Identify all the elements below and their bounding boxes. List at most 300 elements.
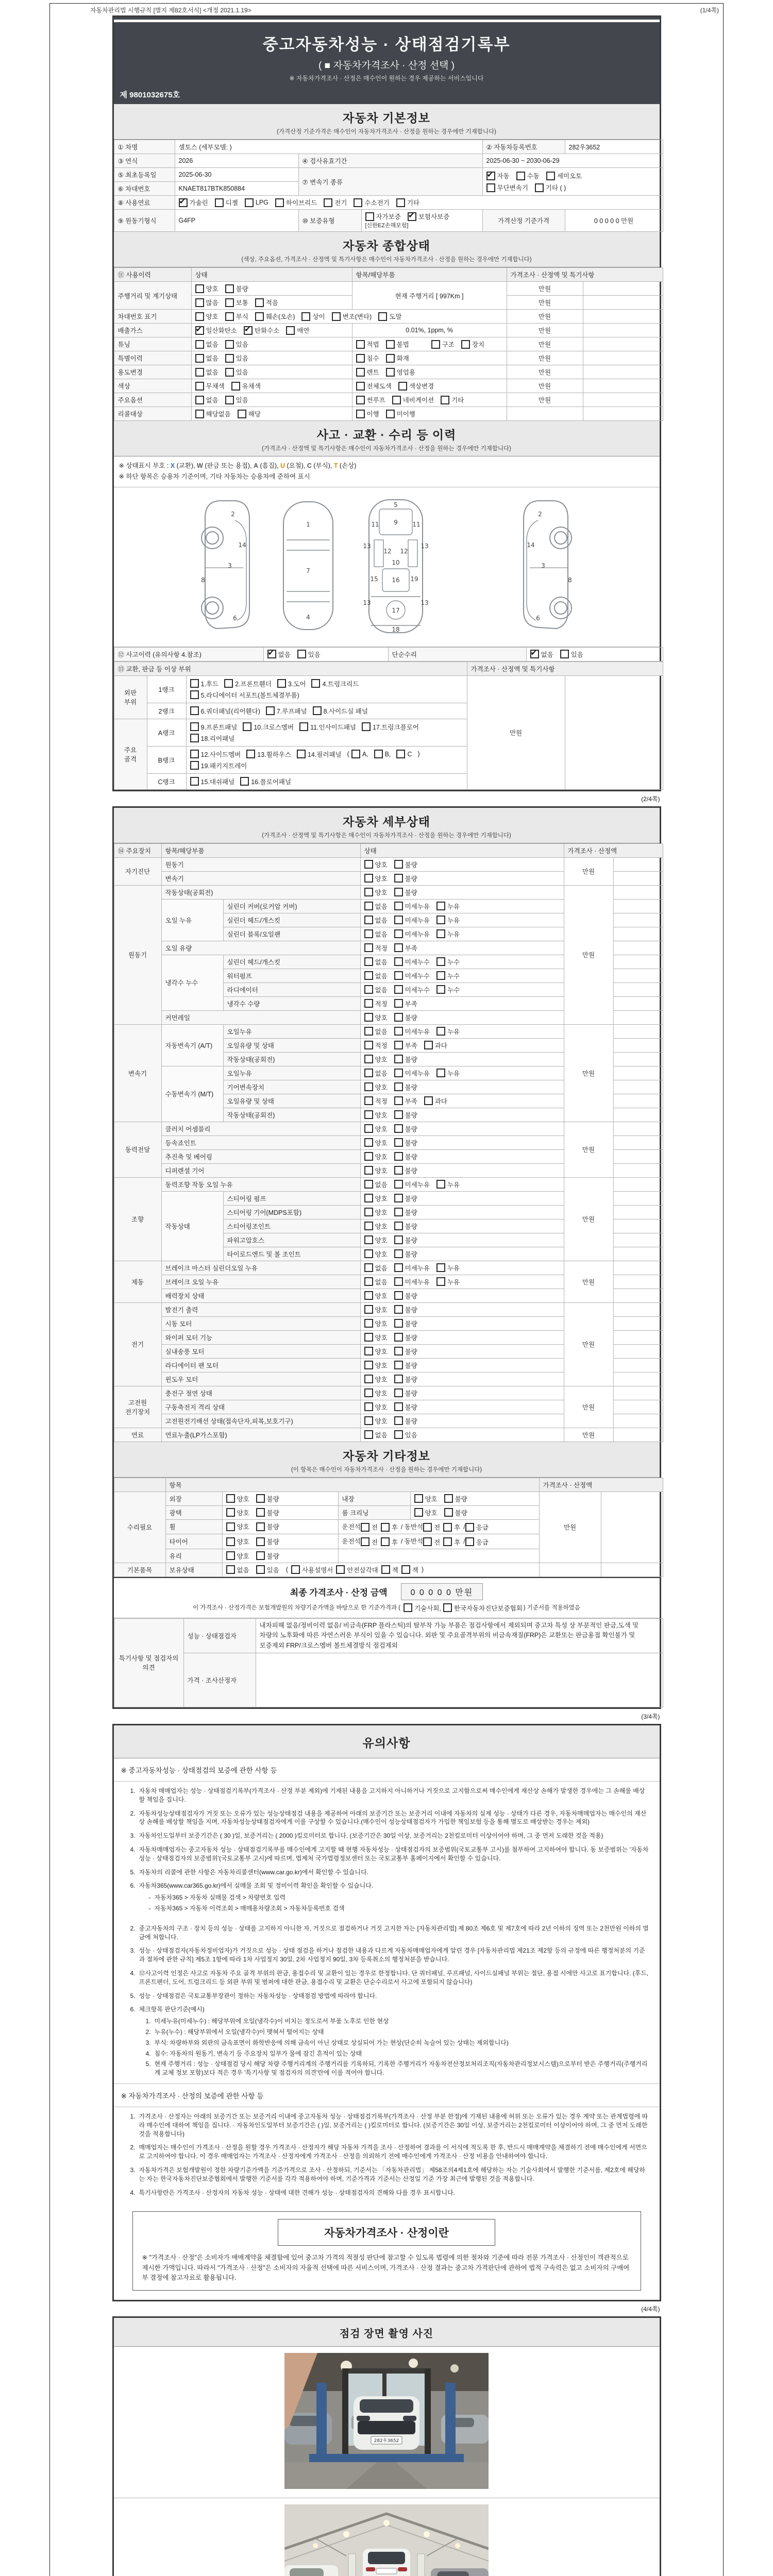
checkbox-9.프론트패널[interactable]: 9.프론트패널 bbox=[190, 722, 238, 732]
checkbox-양호[interactable]: 양호 bbox=[364, 1305, 388, 1314]
overall-table: ⑪ 사용이력 상태 항목/해당부품 가격조사 · 산정액 및 특기사항 주행거리 및 계기상태 양호 불량 현재 주행거리 [ 997Km ] 만원 많음 보통 적음 만원 차대번호 표기 양호 부식 훼손(오손) 상이 변조(변타) 도말 만원 배출가스 ✔ 일산화탄소 ✔ 탄화수소 매연 0.01%, 1ppm, % 만원 튜닝 없음 있음 적법 불법 구조 장치 만원 특별이력 없음 있음 침수 화재 만원 용도변경 없음 있음 렌트 영업용 만원 색상 무채색 유채색 전체도색 색상변경 만원 주요옵션 없음 있음 썬루프 네비게이션 기타 만원 리콜대상 해당없음 해당 이행 미이행 bbox=[114, 267, 663, 421]
checkbox-기술사회,[interactable]: 기술사회, bbox=[404, 1603, 441, 1613]
checkbox-부족[interactable]: 부족 bbox=[394, 1096, 417, 1106]
checkbox-누유[interactable]: 누유 bbox=[436, 916, 460, 925]
checkbox-부식[interactable]: 부식 bbox=[225, 312, 248, 321]
checkbox-일산화탄소[interactable]: ✔ 일산화탄소 bbox=[195, 326, 237, 335]
checkbox-양호[interactable]: 양호 bbox=[226, 1537, 249, 1546]
checkbox-box-icon bbox=[394, 1027, 403, 1036]
checkbox-box-icon bbox=[336, 1565, 345, 1574]
checkbox-양호[interactable]: 양호 bbox=[364, 1208, 388, 1217]
checkbox-양호[interactable]: 양호 bbox=[195, 312, 219, 321]
checkbox-응급[interactable]: 응급 bbox=[465, 1537, 489, 1547]
checkbox-기타 ( )[interactable]: 기타 ( ) bbox=[535, 183, 566, 192]
car-name-label: ① 차명 bbox=[114, 140, 175, 154]
checkbox-이행[interactable]: 이행 bbox=[356, 409, 379, 418]
checkbox-box-icon bbox=[436, 971, 445, 980]
checkbox-불량[interactable]: 불량 bbox=[394, 1333, 417, 1342]
checkbox-box-icon bbox=[364, 1194, 373, 1202]
checkbox-box-icon bbox=[225, 354, 234, 363]
checkbox-box-icon bbox=[386, 340, 395, 349]
checkbox-10.크로스멤버[interactable]: 10.크로스멤버 bbox=[243, 722, 294, 732]
state-checks bbox=[360, 1414, 564, 1428]
checkbox-있음[interactable]: 있음 bbox=[225, 395, 248, 404]
checkbox-전[interactable]: 전 bbox=[423, 1537, 440, 1547]
checkbox-없음[interactable]: ✔ 없음 bbox=[530, 650, 553, 659]
state-checks bbox=[360, 1358, 564, 1372]
checkbox-적정[interactable]: 적정 bbox=[364, 943, 388, 953]
wheel-positions: 운전석 전 후 / 동반석 전 후 / 응급 bbox=[338, 1519, 539, 1534]
checkbox-후[interactable]: 후 bbox=[443, 1522, 460, 1532]
checkbox-안전삼각대[interactable]: 안전삼각대 bbox=[336, 1565, 378, 1574]
checkbox-부족[interactable]: 부족 bbox=[394, 1041, 417, 1050]
checkbox-양호[interactable]: 양호 bbox=[364, 1152, 388, 1161]
checkbox-기타[interactable]: 기타 bbox=[396, 198, 419, 207]
accident-title: 사고 · 교환 · 수리 등 이력 bbox=[316, 428, 457, 442]
checkbox-있음[interactable]: 있음 bbox=[225, 367, 248, 377]
checkbox-침수[interactable]: 침수 bbox=[356, 353, 379, 363]
checkbox-box-icon bbox=[364, 1277, 373, 1286]
item-클러치 어셈블리: 클러치 어셈블리 bbox=[161, 1122, 360, 1136]
checkbox-15.대쉬패널[interactable]: 15.대쉬패널 bbox=[190, 777, 235, 786]
checkbox-미세누수[interactable]: 미세누수 bbox=[394, 957, 430, 967]
checkbox-누유[interactable]: 누유 bbox=[436, 902, 460, 911]
checkbox-보통[interactable]: 보통 bbox=[225, 298, 248, 307]
checkbox-양호[interactable]: 양호 bbox=[364, 1082, 388, 1092]
checkbox-불량[interactable]: 불량 bbox=[394, 1347, 417, 1356]
checkbox-적정[interactable]: 적정 bbox=[364, 1096, 388, 1106]
checkbox-불량[interactable]: 불량 bbox=[394, 1305, 417, 1314]
accident-history-checks bbox=[263, 647, 388, 661]
checkbox-자가보증[interactable]: 자가보증 bbox=[365, 212, 401, 221]
checkbox-미세누유[interactable]: 미세누유 bbox=[394, 1027, 430, 1036]
checkbox-양호[interactable]: 양호 bbox=[226, 1508, 249, 1517]
checkbox-불량[interactable]: 불량 bbox=[394, 1235, 417, 1245]
checkbox-훼손(오손)[interactable]: 훼손(오손) bbox=[255, 312, 295, 321]
checkbox-있음[interactable]: 있음 bbox=[394, 1430, 417, 1439]
checkbox-불량[interactable]: 불량 bbox=[394, 1166, 417, 1175]
checkbox-가솔린[interactable]: ✔ 가솔린 bbox=[179, 198, 208, 207]
checkbox-불량[interactable]: 불량 bbox=[394, 1152, 417, 1161]
checkbox-불량[interactable]: 불량 bbox=[256, 1494, 279, 1503]
checkbox-4.트렁크리드[interactable]: 4.트렁크리드 bbox=[311, 679, 359, 688]
checkbox-불량[interactable]: 불량 bbox=[394, 1194, 417, 1203]
item-스티어링조인트: 스티어링조인트 bbox=[223, 1219, 360, 1233]
checkbox-양호[interactable]: 양호 bbox=[364, 1194, 388, 1203]
checkbox-구조[interactable]: 구조 bbox=[431, 340, 455, 349]
checkbox-불량[interactable]: 불량 bbox=[394, 1291, 417, 1300]
device-group-조향: 조향 bbox=[114, 1177, 161, 1261]
checkbox-무채색[interactable]: 무채색 bbox=[195, 381, 225, 391]
checkbox-있음[interactable]: 있음 bbox=[297, 650, 321, 659]
checkbox-5.라디에이터 서포트(볼트체결부품)[interactable]: 5.라디에이터 서포트(볼트체결부품) bbox=[190, 690, 299, 700]
checkbox-양호[interactable]: 양호 bbox=[364, 1055, 388, 1064]
checkbox-누수[interactable]: 누수 bbox=[436, 957, 460, 967]
checkbox-썬루프[interactable]: 썬루프 bbox=[356, 395, 385, 404]
checkbox-해당[interactable]: 해당 bbox=[238, 409, 261, 418]
checkbox-양호[interactable]: 양호 bbox=[414, 1508, 438, 1517]
checkbox-box-icon bbox=[404, 1603, 412, 1612]
checkbox-렌트[interactable]: 렌트 bbox=[356, 367, 379, 377]
state-checks bbox=[360, 1108, 564, 1122]
checkbox-box-icon bbox=[546, 172, 555, 180]
checkbox-17.트렁크플로어[interactable]: 17.트렁크플로어 bbox=[362, 722, 419, 732]
checkbox-불량[interactable]: 불량 bbox=[444, 1508, 467, 1517]
checkbox-해당없음[interactable]: 해당없음 bbox=[195, 409, 231, 418]
checkbox-양호[interactable]: 양호 bbox=[364, 874, 388, 883]
checkbox-미세누유[interactable]: 미세누유 bbox=[394, 1277, 430, 1286]
checkbox-없음[interactable]: 없음 bbox=[364, 1277, 388, 1286]
checkbox-없음[interactable]: 없음 bbox=[364, 985, 388, 994]
checkbox-box-icon bbox=[394, 1069, 403, 1077]
checkbox-미세누유[interactable]: 미세누유 bbox=[394, 1180, 430, 1189]
svg-text:1: 1 bbox=[306, 520, 310, 528]
checkbox-양호[interactable]: 양호 bbox=[364, 1110, 388, 1120]
checkbox-누수[interactable]: 누수 bbox=[436, 971, 460, 980]
checkbox-box-icon bbox=[394, 1082, 403, 1091]
checkbox-부족[interactable]: 부족 bbox=[394, 999, 417, 1008]
checkbox-양호[interactable]: 양호 bbox=[364, 1291, 388, 1300]
page-marker-4: (4/4쪽) bbox=[641, 2306, 660, 2313]
checkbox-box-icon bbox=[443, 1603, 452, 1612]
checkbox-없음[interactable]: 없음 bbox=[195, 367, 219, 377]
checkbox-없음[interactable]: 없음 bbox=[364, 1180, 388, 1189]
checkbox-사용설명서[interactable]: 사용설명서 bbox=[291, 1565, 333, 1574]
checkbox-영업용[interactable]: 영업용 bbox=[386, 367, 415, 377]
checkbox-없음[interactable]: 없음 bbox=[364, 1263, 388, 1273]
checkbox-양호[interactable]: 양호 bbox=[414, 1494, 438, 1503]
checkbox-양호[interactable]: 양호 bbox=[226, 1522, 249, 1531]
document-number: 제 9801032675호 bbox=[120, 91, 180, 99]
checkbox-box-icon bbox=[256, 1522, 265, 1531]
checkbox-19.패키지트레이[interactable]: 19.패키지트레이 bbox=[190, 761, 247, 770]
checkbox-누유[interactable]: 누유 bbox=[436, 1263, 460, 1273]
checkbox-수동[interactable]: 수동 bbox=[516, 171, 540, 180]
checkbox-불량[interactable]: 불량 bbox=[394, 1110, 417, 1120]
checkbox-16.플로어패널[interactable]: 16.플로어패널 bbox=[240, 777, 291, 786]
checkbox-불량[interactable]: 불량 bbox=[394, 1055, 417, 1064]
checkbox-과다[interactable]: 과다 bbox=[424, 1096, 447, 1106]
checkbox-네비게이션[interactable]: 네비게이션 bbox=[392, 395, 434, 404]
checkbox-box-icon bbox=[394, 1319, 403, 1328]
checkbox-불량[interactable]: 불량 bbox=[394, 1402, 417, 1412]
state-checks bbox=[360, 1122, 564, 1136]
detail-band bbox=[114, 808, 660, 843]
checkbox-있음[interactable]: 있음 bbox=[560, 650, 583, 659]
state-checks bbox=[360, 982, 564, 996]
checkbox-box-icon bbox=[394, 1361, 403, 1369]
checkbox-box-icon bbox=[516, 172, 525, 180]
checkbox-box-icon bbox=[396, 198, 405, 207]
checkbox-양호[interactable]: 양호 bbox=[226, 1494, 249, 1503]
inspection-period-value: 2025-06-30 ~ 2030-06-29 bbox=[482, 154, 663, 168]
item-충전구 절연 상태: 충전구 절연 상태 bbox=[161, 1386, 360, 1400]
checkbox-없음[interactable]: 없음 bbox=[364, 916, 388, 925]
checkbox-box-icon bbox=[364, 1305, 373, 1314]
subgroup-오일 누유: 오일 누유 bbox=[161, 899, 223, 941]
checkbox-18.리어패널[interactable]: 18.리어패널 bbox=[190, 734, 235, 743]
checkbox-양호[interactable]: 양호 bbox=[364, 1388, 388, 1398]
checkbox-탄화수소[interactable]: ✔ 탄화수소 bbox=[244, 326, 279, 335]
checkbox-불량[interactable]: 불량 bbox=[394, 860, 417, 869]
checkbox-전[interactable]: 전 bbox=[361, 1522, 378, 1532]
other-h-item: 항목 bbox=[165, 1478, 539, 1492]
checkbox-6.쿼더패널(리어휀다)[interactable]: 6.쿼더패널(리어휀다) bbox=[190, 706, 260, 716]
checkbox-양호[interactable]: 양호 bbox=[364, 1416, 388, 1426]
checkbox-상이[interactable]: 상이 bbox=[301, 312, 325, 321]
checkbox-13.휠하우스[interactable]: 13.휠하우스 bbox=[246, 750, 291, 759]
checkbox-없음[interactable]: 없음 bbox=[364, 929, 388, 939]
checkbox-누수[interactable]: 누수 bbox=[436, 985, 460, 994]
checkbox-불량[interactable]: 불량 bbox=[394, 1124, 417, 1133]
checkbox-불량[interactable]: 불량 bbox=[394, 1138, 417, 1147]
checkbox-없음[interactable]: 없음 bbox=[195, 340, 219, 349]
checkbox-양호[interactable]: 양호 bbox=[364, 1402, 388, 1412]
checkbox-없음[interactable]: 없음 bbox=[364, 1430, 388, 1439]
checkbox-7.루프패널[interactable]: 7.루프패널 bbox=[266, 706, 307, 716]
checkbox-도말[interactable]: 도말 bbox=[378, 312, 401, 321]
checkbox-적음[interactable]: 적음 bbox=[255, 298, 278, 307]
item-실린더 커버(로커암 커버): 실린더 커버(로커암 커버) bbox=[223, 899, 360, 913]
checkbox-한국자동차진단보증협회[interactable]: 한국자동차진단보증협회 bbox=[443, 1603, 523, 1613]
checkbox-후[interactable]: 후 bbox=[443, 1537, 460, 1547]
checkbox-미세누유[interactable]: 미세누유 bbox=[394, 902, 430, 911]
checkbox-누유[interactable]: 누유 bbox=[436, 929, 460, 939]
checkbox-box-icon bbox=[394, 1430, 403, 1439]
checkbox-불량[interactable]: 불량 bbox=[394, 874, 417, 883]
checkbox-있음[interactable]: 있음 bbox=[256, 1565, 279, 1574]
checkbox-불량[interactable]: 불량 bbox=[394, 1375, 417, 1384]
checkbox-있음[interactable]: 있음 bbox=[225, 340, 248, 349]
checkbox-디젤[interactable]: 디젤 bbox=[215, 198, 238, 207]
checkbox-매연[interactable]: 매연 bbox=[286, 326, 309, 335]
checkbox-box-icon bbox=[365, 212, 374, 221]
checkbox-불량[interactable]: 불량 bbox=[256, 1537, 279, 1546]
checkbox-11.인사이드패널[interactable]: 11.인사이드패널 bbox=[299, 722, 356, 732]
checkbox-전[interactable]: 전 bbox=[361, 1537, 378, 1547]
state-checks bbox=[360, 1219, 564, 1233]
notice-subitem: 5. 현재 주행거리 : 성능 · 상태점검 당시 해당 차량 주행거리계의 주행거리를 기록하되, 기록한 주행거리가 자동차전산정보처리조직(자동차관리정보시스템)으로부터 받은 주행거리(주행거리계 교체 정보 포함)보다 적은 경우 '특기사항 및 점검자의 의견'란에 이를 적어야 합니다. bbox=[145, 2060, 648, 2077]
checkbox-보험사보증[interactable]: ✔ 보험사보증 bbox=[408, 212, 449, 221]
notice-item: 2. 자동차성능상태점검자가 거짓 또는 오류가 있는 성능상태점검 내용을 제공하여 아래의 보증기간 또는 보증거리 이내에 자동차의 실제 성능 · 상태가 다른 경우, 자동차매매업자는 매수인의 재산상 손해를 배상할 책임을 지며, 자동차성능상태점검자에게 이를 구상할 수 있습니다.(매수인이 성능상태점검자가 가입한 책임보험 등을 통해 별도로 배상받는 경우는 제외) bbox=[130, 1809, 647, 1826]
checkbox-양호[interactable]: 양호 bbox=[226, 1551, 249, 1561]
checkbox-양호[interactable]: 양호 bbox=[364, 1222, 388, 1231]
checkbox-box-icon bbox=[381, 1523, 390, 1532]
checkbox-A,[interactable]: A, bbox=[351, 750, 368, 758]
other-title: 자동차 기타정보 bbox=[343, 1449, 430, 1463]
checkbox-불량[interactable]: 불량 bbox=[394, 1082, 417, 1092]
checkbox-많음[interactable]: 많음 bbox=[195, 298, 219, 307]
checkbox-box-icon bbox=[364, 902, 373, 910]
checkbox-box-icon bbox=[364, 1375, 373, 1383]
checkbox-불량[interactable]: 불량 bbox=[256, 1551, 279, 1561]
item-변속기: 변속기 bbox=[161, 871, 360, 885]
checkbox-미세누유[interactable]: 미세누유 bbox=[394, 1263, 430, 1273]
checkbox-화재[interactable]: 화재 bbox=[386, 353, 409, 363]
checkbox-불량[interactable]: 불량 bbox=[394, 1388, 417, 1398]
checkbox-양호[interactable]: 양호 bbox=[364, 1013, 388, 1022]
checkbox-불법[interactable]: 불법 bbox=[386, 340, 409, 349]
checkbox-누유[interactable]: 누유 bbox=[436, 1069, 460, 1078]
checkbox-2.프론트휀더[interactable]: 2.프론트휀더 bbox=[224, 679, 272, 688]
checkbox-전기[interactable]: 전기 bbox=[324, 198, 347, 207]
checkbox-box-icon bbox=[364, 916, 373, 924]
checkbox-양호[interactable]: 양호 bbox=[364, 1235, 388, 1245]
checkbox-적정[interactable]: 적정 bbox=[364, 1041, 388, 1050]
checkbox-미세누수[interactable]: 미세누수 bbox=[394, 985, 430, 994]
checkbox-양호[interactable]: 양호 bbox=[364, 1249, 388, 1259]
checkbox-불량[interactable]: 불량 bbox=[394, 1208, 417, 1217]
checkbox-불량[interactable]: 불량 bbox=[256, 1508, 279, 1517]
checkbox-적정[interactable]: 적정 bbox=[364, 999, 388, 1008]
checkbox-있음[interactable]: 있음 bbox=[225, 353, 248, 363]
checkbox-양호[interactable]: 양호 bbox=[364, 1319, 388, 1328]
checkbox-없음[interactable]: ✔ 없음 bbox=[267, 650, 291, 659]
checkbox-양호[interactable]: 양호 bbox=[364, 1375, 388, 1384]
checkbox-B,[interactable]: B, bbox=[374, 750, 391, 758]
checkbox-box-icon bbox=[486, 172, 495, 180]
checkbox-미세누유[interactable]: 미세누유 bbox=[394, 1069, 430, 1078]
checkbox-불량[interactable]: 불량 bbox=[394, 1416, 417, 1426]
checkbox-없음[interactable]: 없음 bbox=[364, 902, 388, 911]
checkbox-box-icon bbox=[396, 750, 405, 758]
checkbox-미세누유[interactable]: 미세누유 bbox=[394, 929, 430, 939]
checkbox-box-icon bbox=[195, 298, 204, 307]
checkbox-미세누유[interactable]: 미세누유 bbox=[394, 916, 430, 925]
item-타이로드엔드 및 볼 조인트: 타이로드엔드 및 볼 조인트 bbox=[223, 1247, 360, 1261]
checkbox-양호[interactable]: 양호 bbox=[364, 860, 388, 869]
checkbox-장치[interactable]: 장치 bbox=[461, 340, 484, 349]
checkbox-box-icon bbox=[364, 957, 373, 966]
checkbox-box-icon bbox=[394, 860, 403, 869]
checkbox-양호[interactable]: 양호 bbox=[364, 1124, 388, 1133]
checkbox-후[interactable]: 후 bbox=[381, 1522, 398, 1532]
checkbox-유채색[interactable]: 유채색 bbox=[231, 381, 261, 391]
checkbox-12.사이드멤버[interactable]: 12.사이드멤버 bbox=[190, 750, 241, 759]
checkbox-하이브리드[interactable]: 하이브리드 bbox=[275, 198, 317, 207]
checkbox-C[interactable]: C bbox=[396, 750, 412, 758]
checkbox-양호[interactable]: 양호 bbox=[364, 1333, 388, 1342]
checkbox-누유[interactable]: 누유 bbox=[436, 1277, 460, 1286]
checkbox-box-icon bbox=[364, 1041, 373, 1049]
checkbox-없음[interactable]: 없음 bbox=[364, 1027, 388, 1036]
notice-item: 6. 자동차365(www.car365.go.kr)에서 실매물 조회 및 정비이력 확인을 확인할 수 있습니다. bbox=[130, 1882, 374, 1890]
checkbox-box-icon bbox=[364, 1235, 373, 1244]
checkbox-잭[interactable]: 잭 bbox=[401, 1565, 418, 1574]
svg-text:6: 6 bbox=[233, 614, 237, 622]
notice-subitem: 1. 미세누유(미세누수) : 해당부위에 오일(냉각수)이 비치는 정도로서 부품 노후로 인한 현상 bbox=[145, 2018, 389, 2025]
checkbox-box-icon bbox=[394, 1375, 403, 1383]
checkbox-불량[interactable]: 불량 bbox=[394, 1013, 417, 1022]
checkbox-양호[interactable]: 양호 bbox=[364, 1347, 388, 1356]
checkbox-box-icon bbox=[441, 396, 449, 404]
checkbox-box-icon bbox=[356, 382, 365, 391]
checkbox-불량[interactable]: 불량 bbox=[225, 284, 248, 293]
checkbox-불량[interactable]: 불량 bbox=[394, 1361, 417, 1370]
checkbox-잭[interactable]: 잭 bbox=[381, 1565, 398, 1574]
checkbox-불량[interactable]: 불량 bbox=[394, 1249, 417, 1259]
checkbox-3.도어[interactable]: 3.도어 bbox=[277, 679, 306, 688]
checkbox-box-icon bbox=[364, 1388, 373, 1397]
checkbox-1.후드[interactable]: 1.후드 bbox=[190, 679, 219, 688]
checkbox-양호[interactable]: 양호 bbox=[195, 284, 219, 293]
checkbox-양호[interactable]: 양호 bbox=[364, 1361, 388, 1370]
checkbox-불량[interactable]: 불량 bbox=[394, 1222, 417, 1231]
checkbox-없음[interactable]: 없음 bbox=[226, 1565, 249, 1574]
checkbox-불량[interactable]: 불량 bbox=[256, 1522, 279, 1531]
checkbox-응급[interactable]: 응급 bbox=[465, 1522, 489, 1532]
basic-items-label: 기본품목 bbox=[114, 1563, 165, 1577]
checkbox-변조(변타)[interactable]: 변조(변타) bbox=[332, 312, 372, 321]
checkbox-후[interactable]: 후 bbox=[381, 1537, 398, 1547]
checkbox-14.필러패널[interactable]: 14.필러패널 bbox=[297, 750, 342, 759]
checkbox-LPG[interactable]: LPG bbox=[245, 198, 268, 207]
checkbox-미이행[interactable]: 미이행 bbox=[386, 409, 415, 418]
item-실린더 블록/오일팬: 실린더 블록/오일팬 bbox=[223, 927, 360, 941]
checkbox-불량[interactable]: 불량 bbox=[394, 888, 417, 897]
state-checks bbox=[360, 1163, 564, 1177]
page-marker-1: (1/4쪽) bbox=[700, 7, 719, 14]
notice-item: 6. 체크항목 판단기준(예시) bbox=[130, 2006, 205, 2013]
svg-text:8: 8 bbox=[201, 576, 205, 584]
checkbox-세미오토[interactable]: 세미오토 bbox=[546, 171, 582, 180]
checkbox-부족[interactable]: 부족 bbox=[394, 943, 417, 953]
checkbox-없음[interactable]: 없음 bbox=[195, 395, 219, 404]
checkbox-box-icon bbox=[195, 354, 204, 363]
checkbox-양호[interactable]: 양호 bbox=[364, 888, 388, 897]
checkbox-과다[interactable]: 과다 bbox=[424, 1041, 447, 1050]
page-1 bbox=[112, 15, 661, 791]
checkbox-전체도색[interactable]: 전체도색 bbox=[356, 381, 392, 391]
checkbox-기타[interactable]: 기타 bbox=[441, 395, 464, 404]
checkbox-box-icon bbox=[190, 777, 199, 786]
overall-band bbox=[114, 232, 660, 267]
checkbox-없음[interactable]: 없음 bbox=[195, 353, 219, 363]
price-survey-box bbox=[132, 2211, 641, 2291]
checkbox-불량[interactable]: 불량 bbox=[444, 1494, 467, 1503]
checkbox-box-icon bbox=[443, 1523, 452, 1532]
checkbox-box-icon bbox=[394, 1222, 403, 1230]
checkbox-box-icon bbox=[313, 706, 322, 715]
checkbox-전[interactable]: 전 bbox=[423, 1522, 440, 1532]
checkbox-누유[interactable]: 누유 bbox=[436, 1180, 460, 1189]
checkbox-없음[interactable]: 없음 bbox=[364, 1069, 388, 1078]
checkbox-8.사이드실 패널[interactable]: 8.사이드실 패널 bbox=[313, 706, 368, 716]
checkbox-없음[interactable]: 없음 bbox=[364, 971, 388, 980]
checkbox-box-icon bbox=[394, 902, 403, 910]
checkbox-누유[interactable]: 누유 bbox=[436, 1027, 460, 1036]
subgroup-자동변속기 (A/T): 자동변속기 (A/T) bbox=[161, 1024, 223, 1066]
checkbox-불량[interactable]: 불량 bbox=[394, 1319, 417, 1328]
notice-item: 3. 자동차인도일부터 보증기간은 ( 30 )일, 보증거리는 ( 2000 )킬로미터로 합니다. (보증기간은 30일 이상, 보증거리는 2천킬로미터 이상이어야 하며, 그 중 먼저 도래한 것을 적용) bbox=[130, 1832, 603, 1840]
checkbox-box-icon bbox=[436, 902, 445, 910]
item-파워고압호스: 파워고압호스 bbox=[223, 1233, 360, 1247]
checkbox-box-icon bbox=[245, 198, 254, 207]
svg-text:14: 14 bbox=[527, 541, 535, 549]
checkbox-box-icon bbox=[394, 1152, 403, 1161]
checkbox-자동[interactable]: ✔ 자동 bbox=[486, 171, 510, 180]
checkbox-미세누수[interactable]: 미세누수 bbox=[394, 971, 430, 980]
checkbox-무단변속기[interactable]: 무단변속기 bbox=[486, 183, 528, 192]
checkbox-없음[interactable]: 없음 bbox=[364, 957, 388, 967]
checkbox-색상변경[interactable]: 색상변경 bbox=[398, 381, 434, 391]
checkbox-수소전기[interactable]: 수소전기 bbox=[354, 198, 389, 207]
checkbox-적법[interactable]: 적법 bbox=[356, 340, 379, 349]
checkbox-양호[interactable]: 양호 bbox=[364, 1138, 388, 1147]
checkbox-box-icon bbox=[364, 1430, 373, 1439]
checkbox-양호[interactable]: 양호 bbox=[364, 1166, 388, 1175]
checkbox-box-icon bbox=[190, 761, 199, 770]
